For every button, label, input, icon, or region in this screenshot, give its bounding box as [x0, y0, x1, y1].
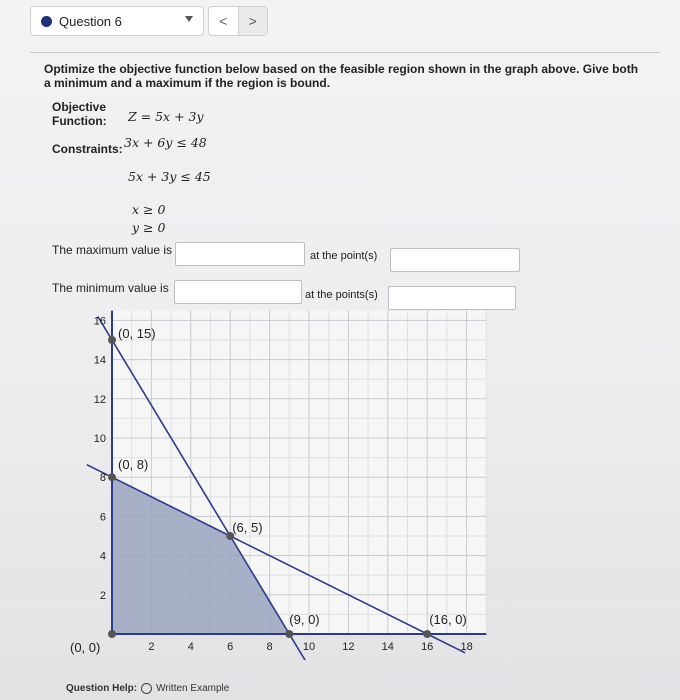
x-tick-label: 16	[421, 641, 434, 653]
question-label: Question 6	[59, 13, 122, 29]
divider	[30, 52, 660, 53]
constraint-2: 5x + 3y ≤ 45	[128, 169, 211, 184]
vertex-label: (6, 5)	[232, 520, 263, 535]
objective-expression: Z = 5x + 3y	[128, 109, 204, 124]
min-point-label: at the points(s)	[305, 289, 378, 301]
constraint-1: 3x + 6y ≤ 48	[124, 135, 207, 150]
max-value-label: The maximum value is	[52, 243, 173, 257]
question-selector[interactable]	[30, 6, 204, 36]
x-tick-label: 14	[381, 641, 394, 653]
vertex-label: (0, 0)	[70, 640, 101, 655]
chevron-down-icon[interactable]	[185, 16, 193, 22]
max-point-input[interactable]	[390, 248, 520, 272]
x-tick-label: 18	[460, 641, 473, 653]
vertex-label: (0, 8)	[118, 457, 149, 473]
constraint-4: y ≥ 0	[132, 220, 166, 235]
min-value-label: The minimum value is	[52, 281, 169, 295]
min-point-input[interactable]	[388, 286, 516, 310]
x-tick-label: 6	[227, 641, 234, 653]
x-tick-label: 12	[342, 641, 355, 653]
prev-question-button[interactable]: <	[219, 13, 228, 29]
y-tick-label: 16	[93, 315, 106, 328]
vertex-label: (16, 0)	[429, 612, 467, 627]
max-value-input[interactable]	[175, 242, 305, 266]
vertex-point	[285, 630, 293, 638]
question-help-label: Question Help:	[66, 683, 138, 694]
y-tick-label: 4	[99, 550, 106, 563]
constraint-3: x ≥ 0	[132, 202, 166, 217]
y-tick-label: 14	[93, 354, 106, 367]
objective-label-line2: Function:	[52, 114, 107, 128]
y-tick-label: 12	[93, 393, 106, 406]
vertex-point	[423, 630, 431, 638]
min-value-input[interactable]	[174, 280, 302, 304]
question-nav-buttons	[208, 6, 268, 36]
vertex-point	[108, 473, 116, 481]
y-tick-label: 6	[99, 511, 106, 524]
feasible-region-graph	[60, 310, 520, 660]
question-help	[66, 683, 229, 694]
objective-label-line1: Objective	[52, 100, 107, 114]
vertex-label: (9, 0)	[289, 612, 320, 627]
next-question-button[interactable]: >	[238, 7, 268, 35]
max-point-label: at the point(s)	[310, 250, 378, 262]
question-status-dot	[41, 16, 52, 27]
x-tick-label: 4	[187, 641, 194, 653]
y-tick-label: 10	[93, 433, 106, 445]
x-tick-label: 2	[148, 641, 155, 653]
constraints-label: Constraints:	[52, 142, 123, 156]
vertex-point	[108, 630, 116, 638]
vertex-point	[108, 336, 116, 344]
y-tick-label: 8	[99, 472, 106, 485]
x-tick-label: 8	[266, 641, 273, 653]
x-tick-label: 10	[302, 641, 316, 653]
y-tick-label: 2	[99, 589, 106, 602]
question-prompt: Optimize the objective function below based on the feasible region shown in the graph above. Give both a minimum and a maximum if the region is bound.	[44, 62, 639, 90]
written-example-link[interactable]: Written Example	[156, 683, 230, 694]
document-icon	[141, 683, 152, 694]
vertex-label: (0, 15)	[118, 326, 156, 341]
